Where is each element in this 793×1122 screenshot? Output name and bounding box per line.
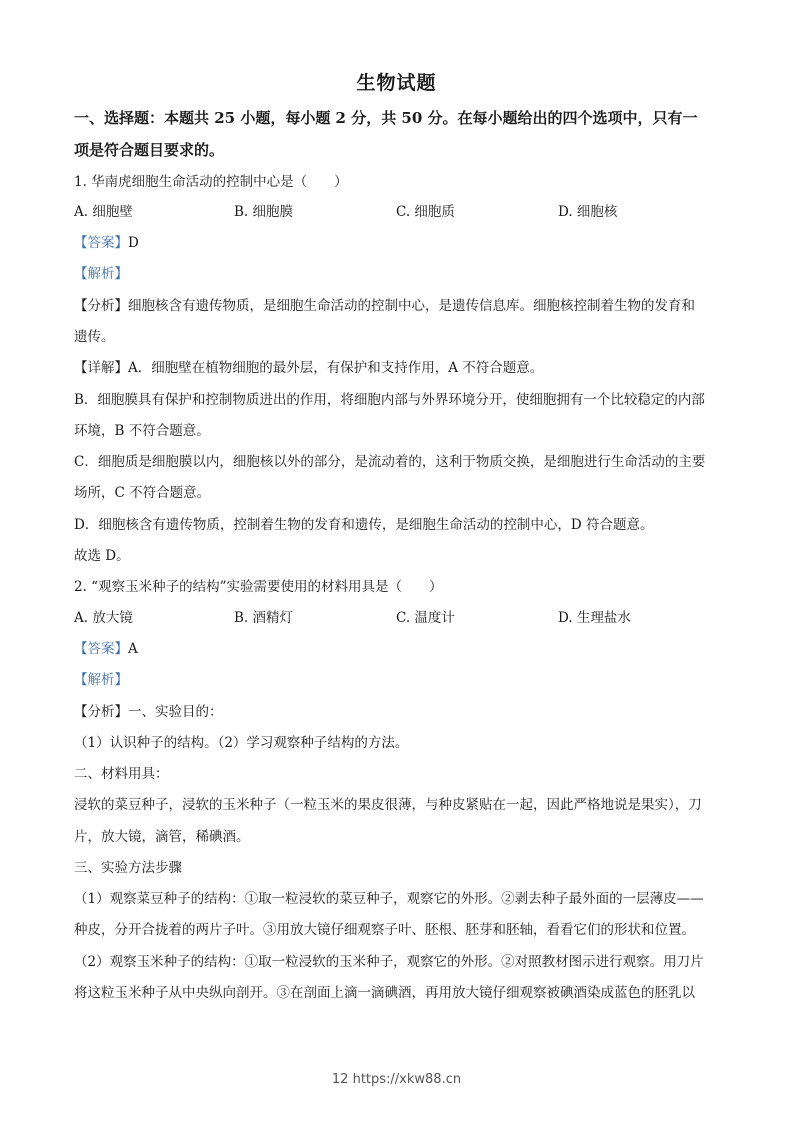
q1-line: 【详解】A．细胞壁在植物细胞的最外层，有保护和支持作用，A 不符合题意。 (74, 360, 544, 376)
q1-line: D．细胞核含有遗传物质，控制着生物的发育和遗传，是细胞生命活动的控制中心，D 符合题意。 (74, 517, 654, 533)
section-heading-line-2: 项是符合题目要求的。 (74, 141, 225, 159)
answer-value: D (128, 235, 139, 251)
q2-line: 浸软的菜豆种子，浸软的玉米种子（一粒玉米的果皮很薄，与种皮紧贴在一起，因此严格地说是果实），刀 (74, 797, 702, 813)
section-heading-line-1: 一、选择题：本题共 25 小题，每小题 2 分，共 50 分。在每小题给出的四个选项中，只有一 (74, 109, 698, 127)
q2-stem: 2. “观察玉米种子的结构”实验需要使用的材料用具是（ ） (74, 579, 443, 595)
answer-value: A (128, 641, 138, 657)
q2-line: 二、材料用具： (74, 766, 169, 782)
q1-option-d: D. 细胞核 (558, 204, 618, 220)
q1-analysis-tag: 【解析】 (74, 266, 128, 282)
q2-line: 片，放大镜，滴管，稀碘酒。 (74, 829, 250, 845)
q2-line: 三、实验方法步骤 (74, 860, 182, 876)
q2-analysis-tag: 【解析】 (74, 672, 128, 688)
q2-line: （2）观察玉米种子的结构：①取一粒浸软的玉米种子，观察它的外形。②对照教材图示进行观察。用刀片 (74, 954, 704, 970)
q1-answer (74, 233, 139, 253)
q2-option-c: C. 温度计 (396, 610, 455, 626)
page-footer: 12 https://xkw88.cn (331, 1072, 462, 1087)
q1-option-a: A. 细胞壁 (74, 204, 133, 220)
q1-line: 场所，C 不符合题意。 (74, 485, 211, 501)
q2-line: 将这粒玉米种子从中央纵向剖开。③在剖面上滴一滴碘酒，再用放大镜仔细观察被碘酒染成蓝色的胚乳以 (74, 985, 695, 1001)
answer-tag: 【答案】 (74, 235, 128, 251)
q1-line: 遗传。 (74, 329, 115, 345)
q2-answer (74, 639, 138, 659)
q1-option-c: C. 细胞质 (396, 204, 455, 220)
q1-option-b: B. 细胞膜 (234, 204, 294, 220)
q2-option-b: B. 酒精灯 (234, 610, 294, 626)
q2-line: （1）观察菜豆种子的结构：①取一粒浸软的菜豆种子，观察它的外形。②剥去种子最外面的一层薄皮—— (74, 891, 704, 907)
q1-line: 环境，B 不符合题意。 (74, 423, 210, 439)
q1-line: 【分析】细胞核含有遗传物质，是细胞生命活动的控制中心，是遗传信息库。细胞核控制着生物的发育和 (74, 298, 695, 314)
answer-tag: 【答案】 (74, 641, 128, 657)
q2-option-a: A. 放大镜 (74, 610, 133, 626)
q2-line: 【分析】一、实验目的： (74, 704, 223, 720)
q2-line: 种皮，分开合拢着的两片子叶。③用放大镜仔细观察子叶、胚根、胚芽和胚轴，看看它们的形状和位置。 (74, 922, 695, 938)
page-title: 生物试题 (356, 72, 437, 94)
q1-line: 故选 D。 (74, 548, 130, 564)
q2-line: （1）认识种子的结构。（2）学习观察种子结构的方法。 (74, 735, 409, 751)
q2-option-d: D. 生理盐水 (558, 610, 631, 626)
q1-line: B．细胞膜具有保护和控制物质进出的作用，将细胞内部与外界环境分开，使细胞拥有一个比较稳定的内部 (74, 392, 705, 408)
q1-stem: 1. 华南虎细胞生命活动的控制中心是（ ） (74, 174, 348, 190)
q1-line: C．细胞质是细胞膜以内，细胞核以外的部分，是流动着的，这利于物质交换，是细胞进行生命活动的主要 (74, 454, 706, 470)
